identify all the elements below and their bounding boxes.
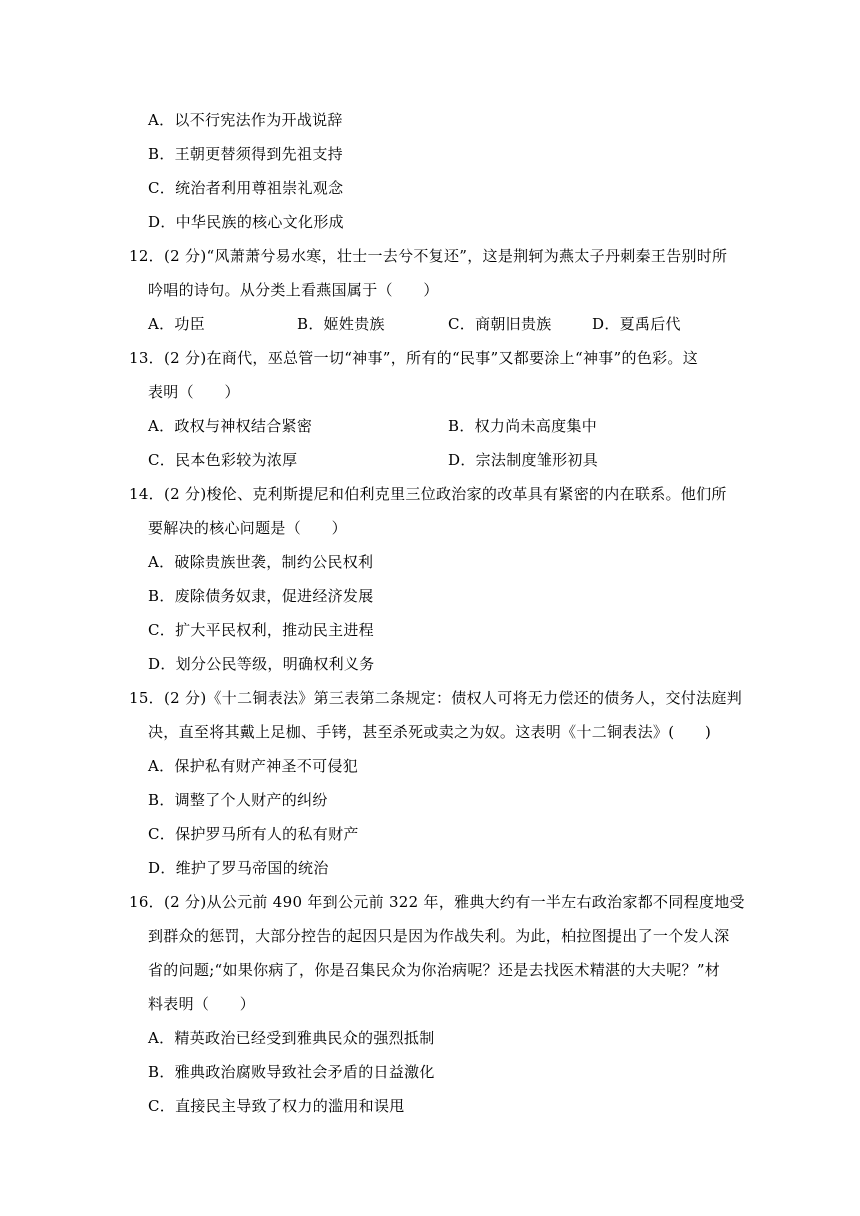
- q13-option-b: B．权力尚未高度集中: [448, 417, 598, 435]
- q16-stem-line2: 到群众的惩罚，大部分控告的起因只是因为作战失利。为此，柏拉图提出了一个发人深: [148, 927, 730, 945]
- q16-stem-line1: 16．(2 分)从公元前 490 年到公元前 322 年，雅典大约有一半左右政治家都不同程度地受: [129, 893, 745, 911]
- q13-stem-line2: 表明（ ）: [148, 383, 240, 401]
- q14-stem-line2: 要解决的核心问题是（ ）: [148, 519, 347, 537]
- q12-stem-line2: 吟唱的诗句。从分类上看燕国属于（ ）: [148, 281, 439, 299]
- q11-option-a: A．以不行宪法作为开战说辞: [148, 111, 343, 129]
- q15-stem-line2: 决，直至将其戴上足枷、手铐，甚至杀死或卖之为奴。这表明《十二铜表法》( ): [148, 723, 712, 741]
- q12-option-c: C．商朝旧贵族: [448, 315, 552, 333]
- q15-option-a: A．保护私有财产神圣不可侵犯: [148, 757, 359, 775]
- q15-stem-line1: 15．(2 分)《十二铜表法》第三表第二条规定：债权人可将无力偿还的债务人，交付法庭判: [129, 689, 743, 707]
- q13-stem-line1: 13．(2 分)在商代，巫总管一切“神事”，所有的“民事”又都要涂上“神事”的色彩。这: [129, 349, 699, 367]
- q13-option-d: D．宗法制度雏形初具: [448, 451, 599, 469]
- q11-option-d: D．中华民族的核心文化形成: [148, 213, 344, 231]
- q16-option-c: C．直接民主导致了权力的滥用和误甩: [148, 1097, 405, 1115]
- q13-option-c: C．民本色彩较为浓厚: [148, 451, 298, 469]
- q16-option-b: B．雅典政治腐败导致社会矛盾的日益激化: [148, 1063, 435, 1081]
- q12-stem-line1: 12．(2 分)“风萧萧兮易水寒，壮士一去兮不复还”，这是荆轲为燕太子丹刺秦王告别时所: [129, 247, 728, 265]
- q13-option-a: A．政权与神权结合紧密: [148, 417, 313, 435]
- q16-stem-line3: 省的问题;“如果你病了，你是召集民众为你治病呢？还是去找医术精湛的大夫呢？”材: [148, 961, 721, 979]
- q16-stem-line4: 料表明（ ）: [148, 995, 256, 1013]
- q14-option-c: C．扩大平民权利，推动民主进程: [148, 621, 374, 639]
- q14-option-d: D．划分公民等级，明确权利义务: [148, 655, 375, 673]
- q14-option-b: B．废除债务奴隶，促进经济发展: [148, 587, 374, 605]
- q15-option-b: B．调整了个人财产的纠纷: [148, 791, 328, 809]
- q12-option-d: D．夏禹后代: [592, 315, 681, 333]
- q16-option-a: A．精英政治已经受到雅典民众的强烈抵制: [148, 1029, 435, 1047]
- q12-option-b: B．姬姓贵族: [297, 315, 385, 333]
- q12-option-a: A．功臣: [148, 315, 206, 333]
- q15-option-c: C．保护罗马所有人的私有财产: [148, 825, 359, 843]
- q14-option-a: A．破除贵族世袭，制约公民权利: [148, 553, 374, 571]
- q11-option-c: C．统治者利用尊祖崇礼观念: [148, 179, 344, 197]
- q15-option-d: D．维护了罗马帝国的统治: [148, 859, 329, 877]
- q14-stem-line1: 14．(2 分)梭伦、克利斯提尼和伯利克里三位政治家的改革具有紧密的内在联系。他们所: [129, 485, 727, 503]
- q11-option-b: B．王朝更替须得到先祖支持: [148, 145, 343, 163]
